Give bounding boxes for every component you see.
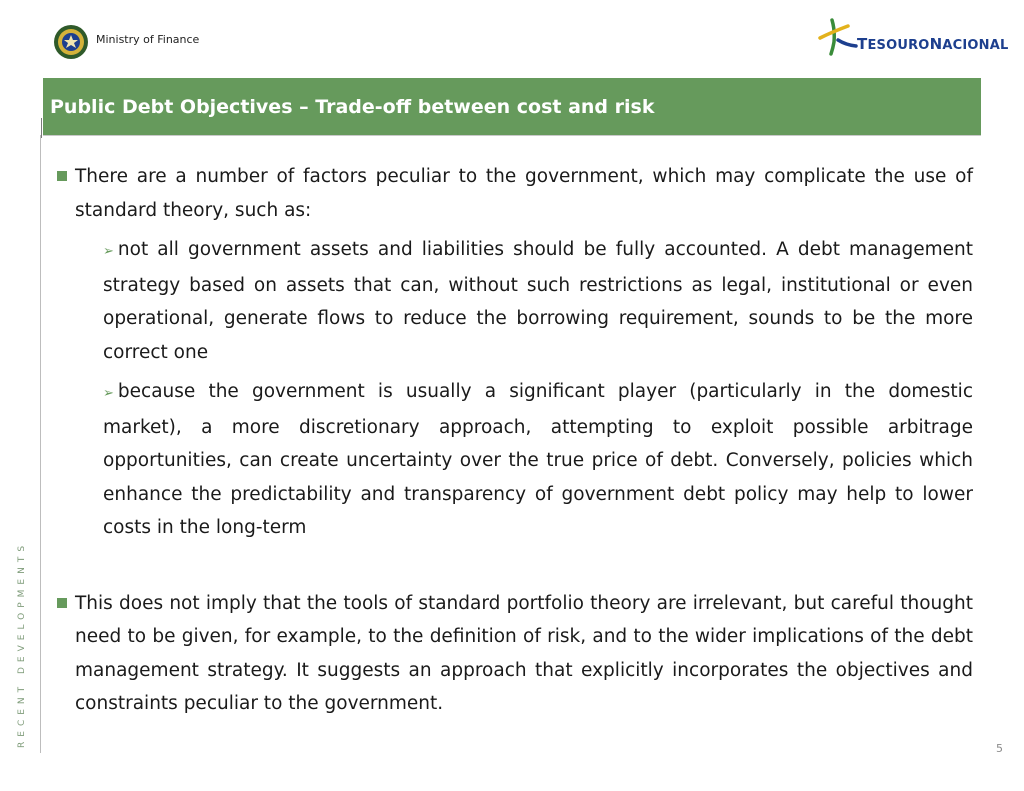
bullet-text: There are a number of factors peculiar to the government, which may complicate the use of standard theory, such as: (75, 166, 973, 221)
title-divider (43, 135, 981, 136)
spacer (57, 545, 973, 587)
sub-bullet-text: because the government is usually a significant player (particularly in the domestic market), a more discretionary approach, attempting to exploit possible arbitrage opportunities, can create uncertainty over the true price of debt. Conversely, policies which enhance the predictability and transparency of government debt policy may help to lower costs in the long-term (103, 381, 973, 538)
bullet-item (57, 587, 973, 721)
square-bullet-icon (57, 598, 67, 608)
left-rule-top (41, 118, 42, 138)
sub-bullet-item (103, 233, 973, 369)
square-bullet-icon (57, 171, 67, 181)
bullet-text: This does not imply that the tools of standard portfolio theory are irrelevant, but careful thought need to be given, for example, to the definition of risk, and to the wider implications of the debt management strategy. It suggests an approach that explicitly incorporates the objectives and constraints peculiar to the government. (75, 592, 973, 714)
logo-letter-n: N (929, 35, 943, 53)
slide-title: Public Debt Objectives – Trade-off between cost and risk (50, 96, 655, 118)
ministry-label: Ministry of Finance (96, 33, 200, 46)
left-rule (40, 135, 41, 753)
logo-text-esouro: ESOURO (867, 38, 930, 53)
side-section-label: RECENT DEVELOPMENTS (17, 540, 27, 748)
arrow-bullet-icon: ➢ (103, 244, 114, 259)
slide-content (57, 160, 973, 721)
logo-text-acional: ACIONAL (942, 38, 1009, 53)
tesouro-nacional-logo (818, 18, 1009, 58)
tesouro-logo-icon (818, 18, 858, 58)
logo-letter-t: T (857, 35, 868, 53)
arrow-bullet-icon: ➢ (103, 386, 114, 401)
bullet-item (57, 160, 973, 227)
logo-wordmark (857, 35, 1008, 53)
sub-bullet-text: not all government assets and liabilities should be fully accounted. A debt management strategy based on assets that can, without such restrictions as legal, institutional or even operational, generate flows to reduce the borrowing requirement, sounds to be the more correct one (103, 239, 973, 363)
sub-bullet-item (103, 375, 973, 545)
coat-of-arms-icon (53, 24, 89, 60)
header (0, 0, 1024, 78)
page-number: 5 (996, 742, 1003, 755)
